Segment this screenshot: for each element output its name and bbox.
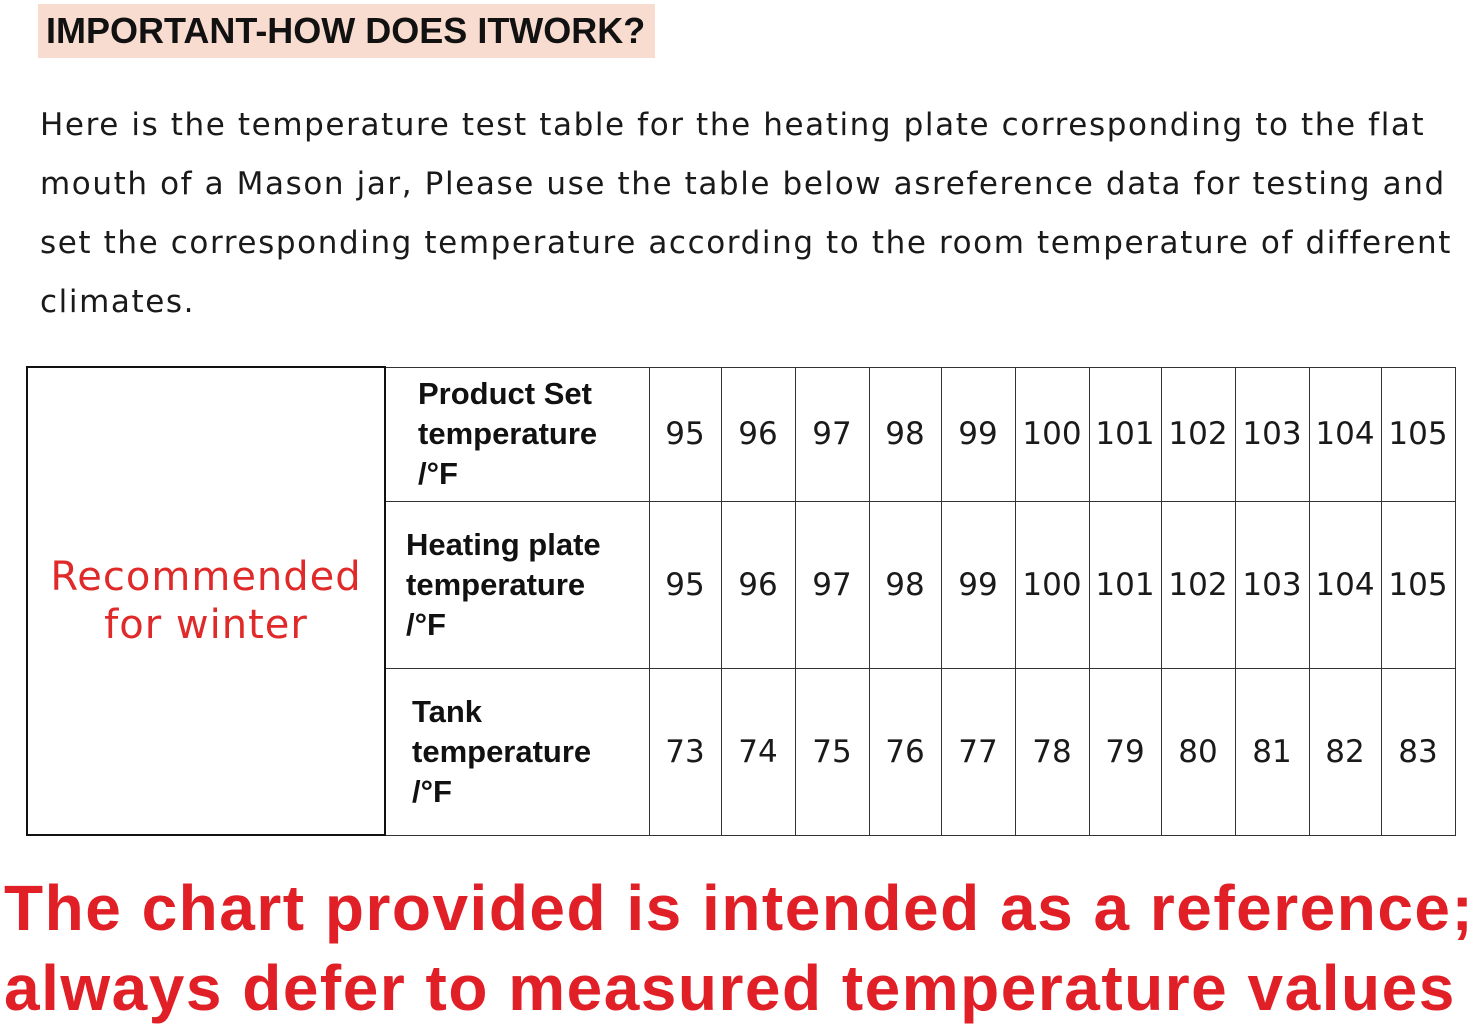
row-header-product-set (385, 367, 649, 501)
table-cell: 98 (869, 501, 941, 668)
row-header-tank (385, 668, 649, 835)
table-cell: 102 (1161, 367, 1235, 501)
table-cell: 100 (1015, 501, 1089, 668)
table-cell: 73 (649, 668, 721, 835)
table-cell: 95 (649, 501, 721, 668)
table-cell: 99 (941, 367, 1015, 501)
table-cell: 97 (795, 501, 869, 668)
table-cell: 97 (795, 367, 869, 501)
table-cell: 96 (721, 501, 795, 668)
table-cell: 80 (1161, 668, 1235, 835)
table-cell: 101 (1089, 367, 1161, 501)
row-header-line: temperature (418, 416, 598, 451)
row-header-line: /°F (406, 606, 446, 642)
reference-note-line: The chart provided is intended as a reference; (4, 872, 1475, 944)
row-header-line: Heating plate (406, 526, 601, 562)
season-label: Recommended for winter (27, 367, 385, 835)
table-cell: 101 (1089, 501, 1161, 668)
table-cell: 103 (1235, 501, 1309, 668)
table-cell: 75 (795, 668, 869, 835)
reference-note-line: always defer to measured temperature values (4, 952, 1456, 1024)
table-cell: 105 (1381, 501, 1455, 668)
table-cell: 104 (1309, 367, 1381, 501)
table-cell: 78 (1015, 668, 1089, 835)
intro-paragraph: Here is the temperature test table for the heating plate corresponding to the flat mouth of a Mason jar, Please use the table below asreference data for testing and set the corresponding temperature according to the room temperature of different climates. (40, 107, 1452, 320)
table-cell: 105 (1381, 367, 1455, 501)
table-cell: 102 (1161, 501, 1235, 668)
table-cell: 77 (941, 668, 1015, 835)
table-cell: 103 (1235, 367, 1309, 501)
table-cell: 83 (1381, 668, 1455, 835)
table-cell: 96 (721, 367, 795, 501)
table-cell: 81 (1235, 668, 1309, 835)
table-cell: 98 (869, 367, 941, 501)
table-cell: 79 (1089, 668, 1161, 835)
temperature-table (26, 366, 1456, 836)
table-row-product-set (27, 367, 1455, 501)
row-header-line: /°F (412, 773, 452, 809)
table-cell: 95 (649, 367, 721, 501)
row-header-heating-plate (385, 501, 649, 668)
table-cell: 104 (1309, 501, 1381, 668)
table-cell: 74 (721, 668, 795, 835)
table-cell: 99 (941, 501, 1015, 668)
table-cell: 76 (869, 668, 941, 835)
row-header-line: Product Set (418, 376, 592, 411)
table-cell: 82 (1309, 668, 1381, 835)
table-cell: 100 (1015, 367, 1089, 501)
page-heading: IMPORTANT-HOW DOES ITWORK? (38, 4, 655, 58)
row-header-line: Tank (412, 693, 483, 729)
row-header-line: temperature (412, 733, 592, 769)
row-header-line: temperature (406, 566, 586, 602)
reference-note (4, 868, 1474, 1028)
row-header-line: /°F (418, 456, 458, 491)
